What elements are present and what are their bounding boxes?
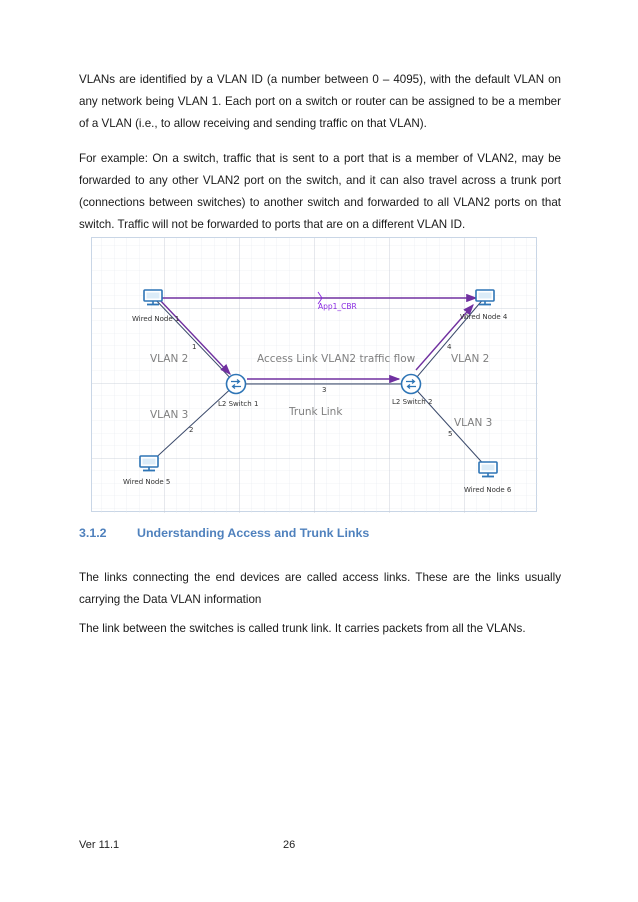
vlan3-left-label: VLAN 3 xyxy=(150,409,189,421)
network-diagram xyxy=(91,237,537,512)
app-label: App1_CBR xyxy=(318,302,357,311)
label-wired-node-1: Wired Node 1 xyxy=(132,315,180,323)
section-heading xyxy=(79,526,369,540)
paragraph-access-links xyxy=(79,567,561,611)
paragraph-example xyxy=(79,148,561,236)
vlan2-right-label: VLAN 2 xyxy=(451,353,490,365)
label-wired-node-6: Wired Node 6 xyxy=(464,486,512,494)
l2-switch-1[interactable] xyxy=(227,375,246,394)
trunk-link-label: Trunk Link xyxy=(289,406,343,418)
link-number-1: 1 xyxy=(192,343,197,351)
text-line: The link between the switches is called trunk link. It carries packets from all the VLANs. xyxy=(79,622,526,635)
l2-switch-2[interactable] xyxy=(402,375,421,394)
text-line: VLANs are identified by a VLAN ID (a number between 0 – 4095), with the default VLAN on xyxy=(79,73,561,86)
link-number-3: 3 xyxy=(322,386,327,394)
footer-page-number: 26 xyxy=(283,839,296,851)
text-line: For example: On a switch, traffic that is sent to a port that is a member of VLAN2, may be xyxy=(79,152,561,165)
switch-icon xyxy=(227,375,246,394)
label-wired-node-4: Wired Node 4 xyxy=(460,313,508,321)
link-number-4: 4 xyxy=(447,343,452,351)
vlan2-left-label: VLAN 2 xyxy=(150,353,189,365)
footer-version: Ver 11.1 xyxy=(79,839,120,851)
vlan3-right-label: VLAN 3 xyxy=(454,417,493,429)
link-number-5: 5 xyxy=(448,430,453,438)
text-line: forwarded to any other VLAN2 port on the switch, and it can also travel across a trunk port xyxy=(79,174,561,187)
text-line: The links connecting the end devices are called access links. These are the links usually xyxy=(79,571,561,584)
switch-icon xyxy=(402,375,421,394)
text-line: switch. Traffic will not be forwarded to ports that are on a different VLAN ID. xyxy=(79,218,466,231)
section-number: 3.1.2 xyxy=(79,526,107,540)
section-title: Understanding Access and Trunk Links xyxy=(137,526,370,540)
text-line: (connections between switches) to another switch and forwarded to all VLAN2 ports on that xyxy=(79,196,561,209)
access-link-label: Access Link VLAN2 traffic flow xyxy=(257,353,416,365)
text-line: of a VLAN (i.e., to allow receiving and sending traffic on that VLAN). xyxy=(79,117,427,130)
label-l2-switch-1: L2 Switch 1 xyxy=(218,400,259,408)
text-line: any network being VLAN 1. Each port on a switch or router can be assigned to be a member xyxy=(79,95,561,108)
text-line: carrying the Data VLAN information xyxy=(79,593,262,606)
label-l2-switch-2: L2 Switch 2 xyxy=(392,398,433,406)
paragraph-vlan-id xyxy=(79,69,561,135)
grid-background xyxy=(92,238,538,513)
label-wired-node-5: Wired Node 5 xyxy=(123,478,171,486)
paragraph-trunk-link xyxy=(79,618,561,640)
link-number-2: 2 xyxy=(189,426,194,434)
